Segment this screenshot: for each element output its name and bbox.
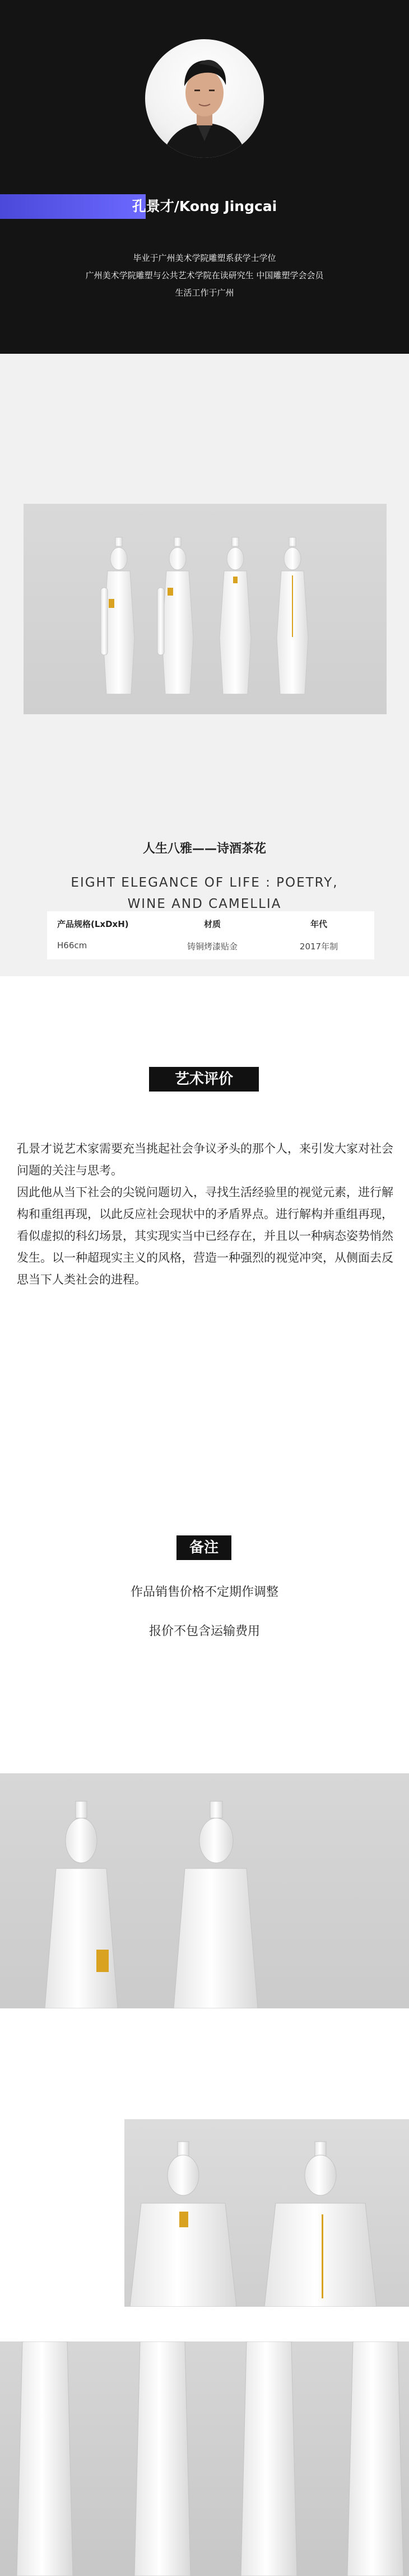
spec-year-label: 年代 (310, 919, 327, 929)
spec-size-value: H66cm (57, 940, 87, 950)
artwork-subtitle (0, 872, 409, 915)
bio-line: 生活工作于广州 (175, 288, 234, 298)
artist-portrait (145, 39, 264, 158)
gallery-photo-front-views (0, 1773, 409, 2008)
spec-material (165, 911, 260, 959)
notes-heading: 备注 (176, 1535, 231, 1560)
subtitle-line: EIGHT ELEGANCE OF LIFE : POETRY, (71, 875, 338, 890)
bio-line: 广州美术学院雕塑与公共艺术学院在读研究生 中国雕塑学会会员 (85, 270, 324, 280)
gallery-photo-lineup (0, 2341, 409, 2576)
bio-line: 毕业于广州美术学院雕塑系获学士学位 (133, 253, 276, 263)
artist-name: 孔景才/Kong Jingcai (132, 198, 277, 214)
review-paragraph: 孔景才说艺术家需要充当挑起社会争议矛头的那个人，来引发大家对社会问题的关注与思考。 (17, 1142, 393, 1177)
review-text (17, 1138, 393, 1291)
notes-list (0, 1573, 409, 1651)
artwork-section (0, 354, 409, 976)
avatar (145, 39, 264, 158)
spec-size-label: 产品规格(LxDxH) (57, 919, 129, 929)
subtitle-line: WINE AND CAMELLIA (127, 897, 282, 911)
spec-year (271, 911, 366, 959)
note-line: 作品销售价格不定期作调整 (130, 1585, 278, 1599)
note-line: 报价不包含运输费用 (148, 1624, 260, 1638)
artwork-photo-four-views (24, 504, 387, 714)
artist-bio (0, 250, 409, 302)
review-heading: 艺术评价 (149, 1067, 259, 1092)
spec-material-label: 材质 (203, 919, 221, 929)
artist-name-bar (0, 194, 409, 219)
review-paragraph: 因此他从当下社会的尖锐问题切入，寻找生活经验里的视觉元素，进行解构和重组再现，以此反应社会现状中的矛盾界点。进行解构并重组再现，看似虚拟的科幻场景，其实现实当中已经存在，并且以一种病态姿势悄然发生。以一种超现实主义的风格，营造一种强烈的视觉冲突，从侧面去反思当下人类社会的进程。 (17, 1186, 393, 1286)
gallery-photo-closeup (124, 2119, 409, 2307)
spec-year-value: 2017年制 (299, 942, 338, 952)
spec-size (57, 911, 152, 959)
artist-header (0, 0, 409, 354)
spec-material-value: 铸铜烤漆贴金 (187, 942, 238, 952)
artwork-title: 人生八雅——诗酒茶花 (142, 842, 266, 856)
spec-table (47, 911, 374, 959)
